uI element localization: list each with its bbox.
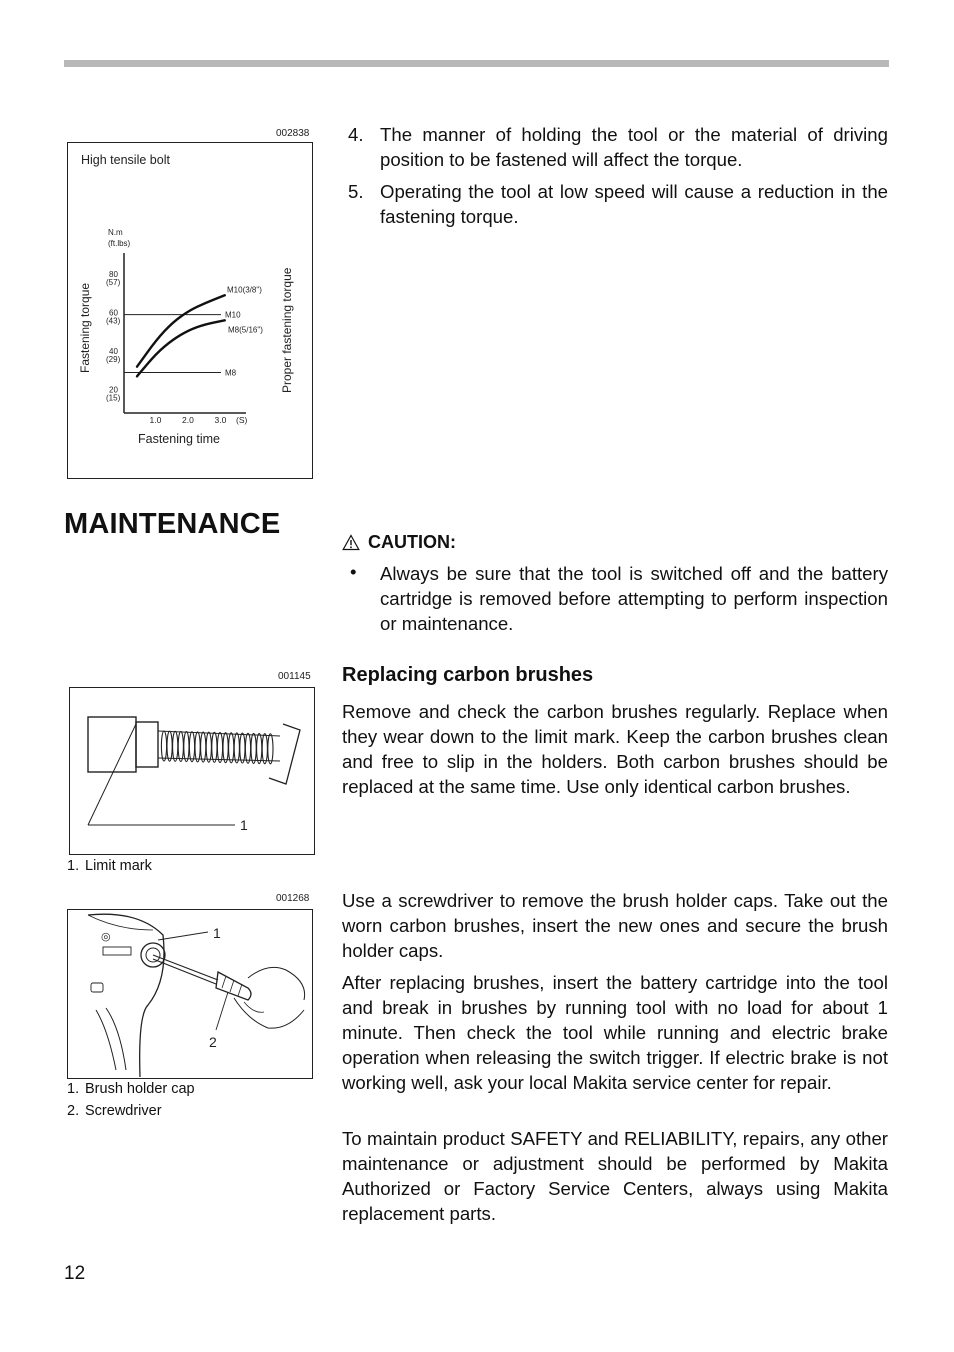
spring-coil bbox=[178, 731, 183, 761]
spring-coil bbox=[217, 733, 222, 763]
svg-text:◎: ◎ bbox=[101, 931, 111, 943]
spring-coil bbox=[245, 733, 250, 763]
y-tick-label-alt: (15) bbox=[106, 393, 121, 403]
y-tick-label-alt: (43) bbox=[106, 316, 121, 326]
section-title: MAINTENANCE bbox=[64, 508, 281, 540]
figure-code: 001145 bbox=[278, 671, 311, 682]
series-label: M10(3/8") bbox=[227, 285, 262, 295]
figure-code: 002838 bbox=[276, 128, 310, 139]
spring-coil bbox=[195, 732, 200, 762]
x-axis-label: Fastening time bbox=[138, 432, 220, 446]
page-number: 12 bbox=[64, 1263, 86, 1284]
callout-2: 2 bbox=[209, 1034, 217, 1050]
spring-coil bbox=[223, 733, 228, 763]
spring-coil bbox=[167, 731, 172, 761]
subsection-title: Replacing carbon brushes bbox=[342, 664, 594, 686]
carbon-brush-figure bbox=[69, 687, 315, 855]
y-tick-label: 40 bbox=[109, 347, 118, 357]
spring-coil bbox=[268, 734, 273, 764]
torque-chart-figure bbox=[67, 142, 313, 479]
figure-caption: 1. Brush holder cap bbox=[67, 1081, 195, 1097]
warning-triangle-icon bbox=[342, 534, 360, 551]
carbon-brush-illustration bbox=[70, 688, 314, 854]
right-axis-label: Proper fastening torque bbox=[280, 267, 294, 393]
chart-marks bbox=[106, 270, 263, 425]
y-tick-label: 60 bbox=[109, 308, 118, 318]
x-unit-label: (S) bbox=[236, 415, 248, 425]
list-item bbox=[348, 122, 888, 172]
callout-1: 1 bbox=[240, 817, 248, 833]
y-unit-alt: (ft.lbs) bbox=[108, 239, 131, 248]
figure-code: 001268 bbox=[276, 893, 310, 904]
x-tick-label: 3.0 bbox=[214, 415, 227, 425]
paragraph: Remove and check the carbon brushes regularly. Replace when they wear down to the limit mark. Keep the carbon brushes clean and free to slip in the holders. Both carbon brushes should be replaced at the same time. Use only identical carbon brushes. bbox=[342, 701, 888, 797]
spring-coil bbox=[234, 733, 239, 763]
spring-coil bbox=[173, 731, 178, 761]
y-tick-label-alt: (29) bbox=[106, 355, 121, 365]
x-tick-label: 2.0 bbox=[182, 415, 194, 425]
spring-coil bbox=[251, 733, 256, 763]
reference-line-label: M8 bbox=[225, 368, 237, 378]
y-unit: N.m bbox=[108, 228, 123, 237]
caution-text: Always be sure that the tool is switched off and the battery cartridge is removed before attempting to perform inspection or maintenance. bbox=[380, 563, 888, 634]
brush-holder-figure bbox=[67, 909, 313, 1079]
list-item-number: 4. bbox=[348, 124, 364, 145]
x-tick-label: 1.0 bbox=[149, 415, 162, 425]
paragraph: After replacing brushes, insert the battery cartridge into the tool and break in brushes by running tool with no load for about 1 minute. Then check the tool while running and electric brake operation when releasing the switch trigger. If electric brake is not working well, ask your local Makita service center for repair. bbox=[342, 972, 888, 1093]
spring-coil bbox=[161, 731, 166, 761]
figure-caption: 2. Screwdriver bbox=[67, 1103, 162, 1119]
spring-coil bbox=[257, 734, 262, 764]
spring-coil bbox=[229, 733, 234, 763]
spring-coil bbox=[201, 732, 206, 762]
spring-coil bbox=[206, 732, 211, 762]
spring-coil bbox=[240, 733, 245, 763]
list-item-text: Operating the tool at low speed will cause a reduction in the fastening torque. bbox=[380, 181, 888, 227]
top-rule bbox=[64, 60, 889, 67]
spring-coil bbox=[184, 732, 189, 762]
figure-caption: 1. Limit mark bbox=[67, 858, 152, 874]
y-tick-label-alt: (57) bbox=[106, 277, 121, 287]
bullet-mark: • bbox=[350, 561, 357, 582]
series-line bbox=[137, 295, 225, 366]
caution-heading bbox=[342, 532, 456, 553]
paragraph: To maintain product SAFETY and RELIABILITY, repairs, any other maintenance or adjustment should be performed by Makita Authorized or Factory Service Centers, always using Makita replacement parts. bbox=[342, 1128, 888, 1224]
reference-line-label: M10 bbox=[225, 310, 241, 320]
series-label: M8(5/16") bbox=[228, 325, 263, 335]
caution-label: CAUTION: bbox=[368, 532, 456, 552]
callout-1: 1 bbox=[213, 925, 221, 941]
y-tick-label: 20 bbox=[109, 385, 118, 395]
paragraph: Use a screwdriver to remove the brush holder caps. Take out the worn carbon brushes, insert the new ones and secure the brush holder caps. bbox=[342, 890, 888, 961]
torque-chart bbox=[68, 143, 312, 478]
list-item bbox=[348, 179, 888, 229]
y-axis-label: Fastening torque bbox=[78, 282, 92, 373]
list-item-text: The manner of holding the tool or the material of driving position to be fastened will affect the torque. bbox=[380, 124, 888, 170]
y-tick-label: 80 bbox=[109, 269, 118, 279]
screwdriver-illustration bbox=[68, 910, 312, 1078]
spring-coil bbox=[212, 732, 217, 762]
list-item-number: 5. bbox=[348, 181, 364, 202]
spring-coil bbox=[189, 732, 194, 762]
chart-heading: High tensile bolt bbox=[81, 153, 170, 167]
spring-coil bbox=[262, 734, 267, 764]
